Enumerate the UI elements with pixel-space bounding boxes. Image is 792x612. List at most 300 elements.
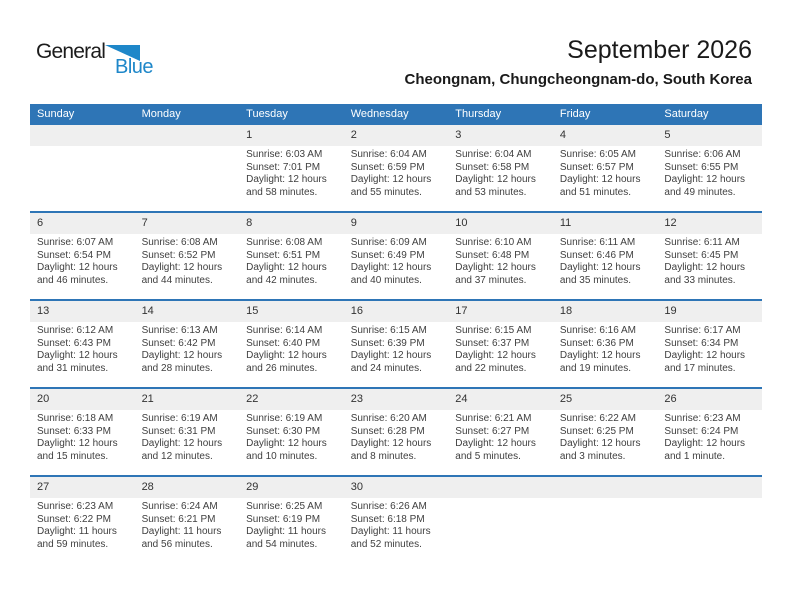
sunset-value: 6:59 PM: [387, 161, 425, 173]
sunrise-label: Sunrise:: [664, 149, 702, 160]
sunset-text: [455, 250, 549, 263]
general-blue-logo: [36, 40, 186, 82]
daylight-label: Daylight:: [37, 438, 76, 449]
day-detail-cell: [344, 146, 449, 211]
daylight-text: [142, 350, 236, 375]
sunrise-value: 6:24 AM: [181, 501, 218, 512]
daylight-label: Daylight:: [37, 262, 76, 273]
day-number: 27: [37, 481, 50, 493]
sunset-value: 6:22 PM: [73, 513, 111, 525]
empty-detail-cell: [553, 498, 658, 563]
sunrise-text: [664, 325, 758, 338]
day-detail-cell: [553, 322, 658, 387]
daylight-label: Daylight:: [664, 438, 704, 449]
day-number: 18: [559, 305, 573, 317]
sunset-text: [351, 162, 445, 175]
daylight-label: Daylight:: [246, 350, 286, 361]
daylight-value: 12 hours and 5 minutes.: [455, 438, 536, 462]
day-number: 8: [246, 217, 253, 229]
sunrise-text: [455, 325, 549, 338]
day-number: 23: [350, 393, 363, 405]
weekday-header-monday: Monday: [141, 108, 181, 120]
sunset-text: [351, 426, 445, 439]
day-number-row: [30, 477, 762, 498]
daylight-value: 12 hours and 58 minutes.: [246, 174, 327, 198]
sunset-text: [560, 426, 654, 439]
day-detail-cell: [657, 410, 762, 475]
sunrise-value: 6:11 AM: [703, 237, 740, 248]
daylight-value: 12 hours and 19 minutes.: [559, 350, 641, 374]
page-subtitle: Cheongnam, Chungcheongnam-do, South Korea: [404, 70, 752, 88]
sunrise-value: 6:25 AM: [285, 501, 323, 512]
day-detail-cell: [448, 410, 553, 475]
daylight-value: 12 hours and 28 minutes.: [141, 350, 223, 374]
sunset-value: 6:52 PM: [178, 249, 216, 261]
daylight-label: Daylight:: [559, 174, 599, 185]
sunset-text: [351, 338, 445, 351]
day-number: 11: [559, 217, 572, 229]
day-number-cell: [135, 301, 240, 322]
daylight-label: Daylight:: [455, 262, 495, 273]
daylight-label: Daylight:: [246, 438, 286, 449]
sunrise-value: 6:04 AM: [390, 149, 427, 160]
daylight-text: [37, 350, 131, 375]
daylight-label: Daylight:: [37, 526, 76, 537]
sunrise-label: Sunrise:: [455, 237, 492, 248]
sunset-value: 6:46 PM: [596, 249, 634, 261]
daylight-text: [664, 438, 758, 463]
sunrise-text: [37, 501, 131, 514]
day-detail-cell: [135, 498, 240, 563]
sunset-text: [455, 338, 549, 351]
day-number-cell: [239, 125, 344, 146]
day-number: 17: [455, 305, 468, 317]
sunset-text: [37, 426, 131, 439]
sunrise-label: Sunrise:: [350, 501, 388, 512]
sunset-label: Sunset:: [37, 425, 71, 437]
sunset-label: Sunset:: [559, 337, 594, 349]
day-number: 26: [664, 393, 677, 405]
empty-day-cell: [135, 125, 240, 146]
sunset-label: Sunset:: [246, 337, 281, 349]
week-row: [30, 125, 762, 211]
day-detail-cell: [448, 146, 553, 211]
sunset-label: Sunset:: [141, 249, 176, 261]
sunset-text: [142, 514, 236, 527]
daylight-value: 11 hours and 52 minutes.: [350, 526, 431, 550]
day-number: 3: [455, 129, 462, 141]
daylight-text: [455, 174, 549, 199]
sunrise-value: 6:15 AM: [390, 325, 427, 336]
day-number-cell: [239, 389, 344, 410]
daylight-value: 12 hours and 10 minutes.: [246, 438, 327, 462]
sunset-text: [246, 338, 340, 351]
sunset-label: Sunset:: [455, 337, 490, 349]
sunset-value: 6:24 PM: [701, 425, 739, 437]
day-number: 5: [664, 129, 671, 141]
daylight-text: [455, 262, 549, 287]
daylight-text: [560, 438, 654, 463]
sunset-value: 6:48 PM: [491, 249, 530, 261]
daylight-label: Daylight:: [141, 438, 181, 449]
weeks-container: [30, 125, 762, 563]
day-detail-cell: [239, 410, 344, 475]
sunrise-label: Sunrise:: [664, 413, 702, 424]
sunset-value: 6:36 PM: [596, 337, 634, 349]
day-number-cell: [239, 301, 344, 322]
daylight-label: Daylight:: [664, 262, 704, 273]
daylight-label: Daylight:: [246, 174, 286, 185]
daylight-value: 12 hours and 1 minute.: [664, 438, 746, 462]
sunset-value: 6:54 PM: [73, 249, 111, 261]
day-detail-row: [30, 322, 762, 387]
sunrise-label: Sunrise:: [141, 501, 179, 512]
daylight-value: 12 hours and 15 minutes.: [37, 438, 118, 462]
daylight-label: Daylight:: [455, 174, 495, 185]
sunrise-text: [142, 413, 236, 426]
week-row: [30, 387, 762, 475]
page-title: September 2026: [567, 36, 752, 64]
sunrise-value: 6:10 AM: [494, 237, 532, 248]
sunset-text: [246, 514, 340, 527]
daylight-label: Daylight:: [141, 350, 181, 361]
empty-detail-cell: [657, 498, 762, 563]
sunrise-text: [142, 501, 236, 514]
sunset-label: Sunset:: [350, 425, 385, 437]
sunrise-value: 6:19 AM: [181, 413, 218, 424]
daylight-label: Daylight:: [350, 526, 390, 537]
day-detail-cell: [239, 234, 344, 299]
sunrise-value: 6:18 AM: [76, 413, 114, 424]
sunrise-label: Sunrise:: [246, 413, 283, 424]
sunset-text: [246, 250, 340, 263]
daylight-value: 12 hours and 17 minutes.: [664, 350, 746, 374]
daylight-text: [246, 350, 340, 375]
sunset-value: 6:58 PM: [491, 161, 530, 173]
sunrise-value: 6:23 AM: [703, 413, 741, 424]
sunrise-label: Sunrise:: [37, 413, 74, 424]
sunset-value: 6:27 PM: [491, 425, 530, 437]
day-number: 9: [350, 217, 357, 229]
sunset-text: [142, 338, 236, 351]
weekday-header-wednesday: Wednesday: [350, 108, 409, 120]
sunset-label: Sunset:: [455, 161, 490, 173]
sunset-value: 6:28 PM: [387, 425, 425, 437]
sunrise-value: 6:08 AM: [285, 237, 323, 248]
day-detail-cell: [553, 146, 658, 211]
sunrise-label: Sunrise:: [559, 237, 597, 248]
sunrise-value: 6:21 AM: [494, 413, 532, 424]
sunrise-value: 6:22 AM: [599, 413, 637, 424]
daylight-value: 12 hours and 35 minutes.: [559, 262, 641, 286]
sunset-label: Sunset:: [350, 513, 385, 525]
day-detail-cell: [344, 498, 449, 563]
daylight-value: 11 hours and 56 minutes.: [141, 526, 222, 550]
sunrise-value: 6:03 AM: [285, 149, 323, 160]
daylight-label: Daylight:: [350, 262, 390, 273]
day-detail-cell: [30, 410, 135, 475]
daylight-text: [455, 438, 549, 463]
sunset-label: Sunset:: [37, 513, 71, 525]
day-detail-cell: [344, 410, 449, 475]
sunrise-value: 6:23 AM: [76, 501, 114, 512]
day-number-cell: [30, 301, 135, 322]
day-number-row: [30, 389, 762, 410]
sunrise-value: 6:19 AM: [285, 413, 323, 424]
sunrise-value: 6:09 AM: [390, 237, 427, 248]
daylight-label: Daylight:: [559, 262, 599, 273]
day-number: 24: [455, 393, 468, 405]
day-number-cell: [135, 389, 240, 410]
daylight-value: 12 hours and 22 minutes.: [455, 350, 536, 374]
weekday-header-thursday: Thursday: [455, 108, 502, 120]
week-row: [30, 475, 762, 563]
sunset-value: 6:49 PM: [387, 249, 425, 261]
day-number: 13: [37, 305, 50, 317]
day-number: 21: [141, 393, 154, 405]
sunset-value: 6:57 PM: [596, 161, 634, 173]
daylight-label: Daylight:: [664, 350, 704, 361]
day-number-row: [30, 213, 762, 234]
daylight-value: 12 hours and 44 minutes.: [141, 262, 223, 286]
day-number-cell: [30, 213, 135, 234]
day-number: 25: [559, 393, 573, 405]
weekday-header-friday: Friday: [559, 108, 591, 120]
sunset-value: 6:18 PM: [387, 513, 425, 525]
logo-general-text: General: [36, 40, 106, 63]
daylight-text: [246, 262, 340, 287]
daylight-text: [664, 262, 758, 287]
day-number: 7: [141, 217, 148, 229]
empty-day-cell: [30, 125, 135, 146]
sunrise-label: Sunrise:: [141, 237, 179, 248]
weekday-header-sunday: Sunday: [37, 108, 75, 120]
sunset-label: Sunset:: [246, 161, 281, 173]
daylight-text: [560, 262, 654, 287]
sunrise-value: 6:20 AM: [390, 413, 427, 424]
daylight-label: Daylight:: [350, 438, 390, 449]
daylight-text: [37, 526, 131, 551]
sunset-label: Sunset:: [141, 337, 176, 349]
daylight-text: [142, 262, 236, 287]
day-number-cell: [553, 301, 658, 322]
sunrise-text: [37, 237, 131, 250]
sunset-text: [142, 250, 236, 263]
sunset-value: 6:42 PM: [178, 337, 216, 349]
day-number-cell: [239, 213, 344, 234]
sunrise-text: [142, 237, 236, 250]
sunset-value: 6:25 PM: [596, 425, 634, 437]
sunrise-text: [664, 237, 758, 250]
day-number-cell: [657, 301, 762, 322]
daylight-text: [351, 174, 445, 199]
day-number-cell: [344, 477, 449, 498]
sunrise-label: Sunrise:: [559, 149, 597, 160]
sunrise-value: 6:26 AM: [390, 501, 427, 512]
sunset-label: Sunset:: [246, 513, 281, 525]
sunset-text: [37, 514, 131, 527]
sunrise-label: Sunrise:: [246, 501, 283, 512]
sunset-value: 6:34 PM: [701, 337, 739, 349]
sunrise-value: 6:06 AM: [703, 149, 741, 160]
day-detail-cell: [553, 234, 658, 299]
daylight-value: 12 hours and 49 minutes.: [664, 174, 746, 198]
day-detail-cell: [448, 322, 553, 387]
daylight-value: 12 hours and 42 minutes.: [246, 262, 327, 286]
day-number-cell: [344, 213, 449, 234]
empty-day-cell: [448, 477, 553, 498]
logo-blue-text: Blue: [115, 56, 154, 78]
sunrise-text: [664, 149, 758, 162]
sunrise-text: [455, 149, 549, 162]
daylight-text: [351, 526, 445, 551]
day-detail-row: [30, 234, 762, 299]
daylight-value: 12 hours and 8 minutes.: [350, 438, 432, 462]
empty-detail-cell: [30, 146, 135, 211]
sunrise-value: 6:04 AM: [494, 149, 532, 160]
daylight-value: 12 hours and 46 minutes.: [37, 262, 118, 286]
daylight-label: Daylight:: [350, 174, 390, 185]
daylight-text: [37, 262, 131, 287]
sunrise-value: 6:17 AM: [703, 325, 741, 336]
sunset-label: Sunset:: [37, 337, 71, 349]
daylight-label: Daylight:: [246, 262, 286, 273]
day-number-row: [30, 301, 762, 322]
day-number: 22: [246, 393, 259, 405]
sunrise-value: 6:08 AM: [181, 237, 218, 248]
day-number: 1: [246, 129, 253, 141]
day-detail-cell: [657, 146, 762, 211]
sunset-label: Sunset:: [664, 337, 699, 349]
day-number-cell: [344, 125, 449, 146]
sunset-value: 6:33 PM: [73, 425, 111, 437]
sunrise-text: [455, 237, 549, 250]
weekday-header-saturday: Saturday: [664, 108, 709, 120]
sunset-label: Sunset:: [559, 425, 594, 437]
sunrise-label: Sunrise:: [141, 325, 179, 336]
sunrise-label: Sunrise:: [559, 325, 597, 336]
daylight-value: 12 hours and 26 minutes.: [246, 350, 327, 374]
sunset-text: [246, 162, 340, 175]
sunset-label: Sunset:: [664, 249, 699, 261]
sunset-text: [560, 162, 654, 175]
sunrise-text: [246, 413, 340, 426]
weekday-header-tuesday: Tuesday: [246, 108, 288, 120]
daylight-text: [351, 262, 445, 287]
sunset-text: [37, 250, 131, 263]
day-number: 2: [350, 129, 357, 141]
day-number: 6: [37, 217, 44, 229]
sunrise-label: Sunrise:: [37, 325, 74, 336]
day-detail-cell: [553, 410, 658, 475]
day-detail-cell: [30, 234, 135, 299]
sunrise-text: [246, 501, 340, 514]
day-number: 4: [559, 129, 566, 141]
sunset-value: 6:43 PM: [73, 337, 111, 349]
sunset-text: [142, 426, 236, 439]
day-number: 16: [350, 305, 363, 317]
sunset-value: 6:39 PM: [387, 337, 425, 349]
day-number-cell: [344, 301, 449, 322]
sunrise-label: Sunrise:: [246, 325, 283, 336]
sunrise-text: [37, 325, 131, 338]
daylight-value: 12 hours and 31 minutes.: [37, 350, 118, 374]
daylight-value: 11 hours and 59 minutes.: [37, 526, 117, 550]
sunrise-value: 6:07 AM: [76, 237, 114, 248]
sunrise-text: [351, 413, 445, 426]
sunrise-text: [246, 149, 340, 162]
sunset-value: 6:55 PM: [701, 161, 739, 173]
sunrise-text: [246, 325, 340, 338]
daylight-text: [246, 526, 340, 551]
day-number: 29: [246, 481, 259, 493]
daylight-label: Daylight:: [246, 526, 286, 537]
sunrise-label: Sunrise:: [664, 325, 702, 336]
daylight-text: [246, 174, 340, 199]
sunrise-text: [560, 413, 654, 426]
sunset-value: 6:19 PM: [282, 513, 321, 525]
sunset-text: [351, 514, 445, 527]
daylight-text: [351, 350, 445, 375]
sunrise-label: Sunrise:: [455, 325, 492, 336]
sunrise-text: [351, 237, 445, 250]
day-number-cell: [657, 389, 762, 410]
daylight-label: Daylight:: [455, 438, 495, 449]
daylight-label: Daylight:: [559, 350, 599, 361]
sunset-label: Sunset:: [141, 513, 176, 525]
daylight-value: 12 hours and 55 minutes.: [350, 174, 432, 198]
daylight-text: [142, 526, 236, 551]
sunrise-text: [351, 501, 445, 514]
sunset-label: Sunset:: [664, 161, 699, 173]
title-block: [405, 37, 753, 88]
sunrise-label: Sunrise:: [350, 325, 388, 336]
sunrise-label: Sunrise:: [37, 501, 74, 512]
sunrise-value: 6:05 AM: [599, 149, 637, 160]
day-detail-cell: [30, 322, 135, 387]
sunrise-text: [560, 325, 654, 338]
day-detail-cell: [239, 322, 344, 387]
week-row: [30, 211, 762, 299]
sunset-label: Sunset:: [141, 425, 176, 437]
sunrise-text: [560, 237, 654, 250]
daylight-value: 12 hours and 33 minutes.: [664, 262, 746, 286]
sunrise-text: [560, 149, 654, 162]
sunrise-value: 6:12 AM: [76, 325, 114, 336]
daylight-text: [455, 350, 549, 375]
sunset-value: 7:01 PM: [282, 161, 321, 173]
sunset-value: 6:30 PM: [282, 425, 321, 437]
daylight-label: Daylight:: [559, 438, 599, 449]
day-number: 20: [37, 393, 50, 405]
day-number-cell: [657, 213, 762, 234]
sunset-text: [560, 338, 654, 351]
daylight-value: 12 hours and 53 minutes.: [455, 174, 536, 198]
daylight-label: Daylight:: [350, 350, 390, 361]
day-number-cell: [448, 389, 553, 410]
day-number: 12: [664, 217, 677, 229]
day-number-cell: [135, 477, 240, 498]
sunset-value: 6:45 PM: [701, 249, 739, 261]
daylight-text: [351, 438, 445, 463]
sunrise-label: Sunrise:: [455, 413, 492, 424]
day-detail-row: [30, 498, 762, 563]
sunset-value: 6:51 PM: [282, 249, 321, 261]
daylight-text: [142, 438, 236, 463]
sunset-value: 6:21 PM: [178, 513, 216, 525]
day-detail-cell: [657, 322, 762, 387]
day-number: 14: [141, 305, 154, 317]
